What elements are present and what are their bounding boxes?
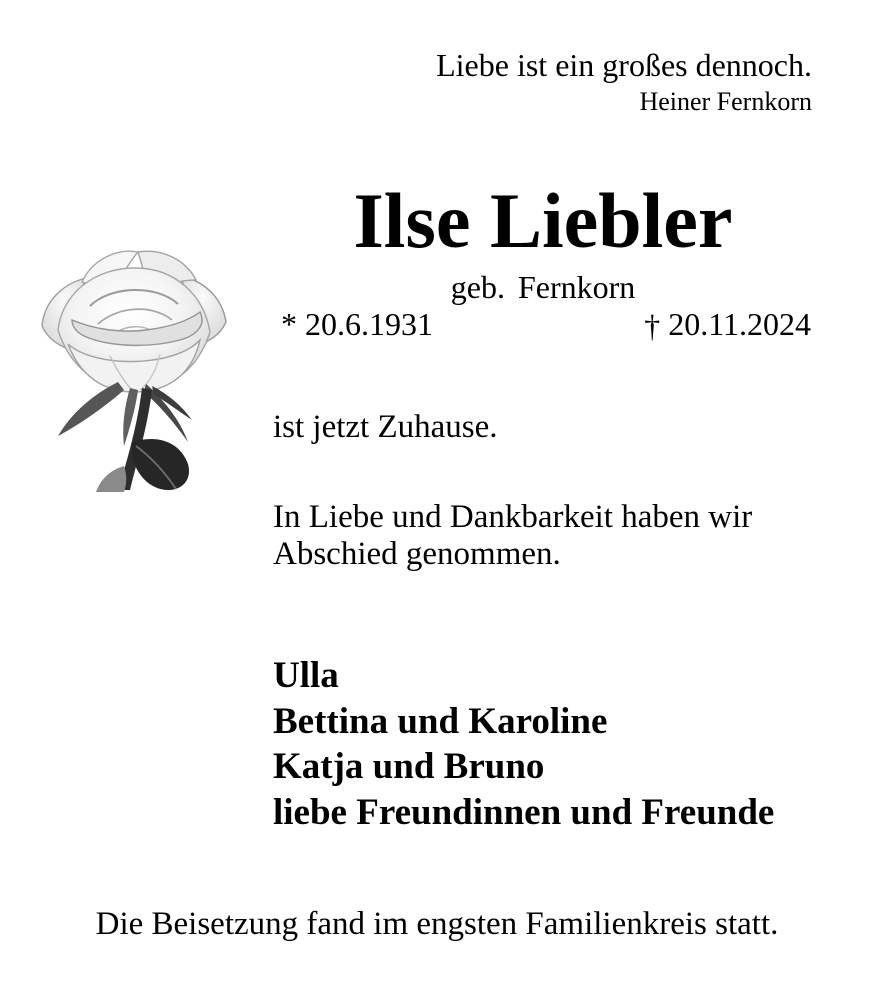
burial-note: Die Beisetzung fand im engsten Familienkreis statt.: [95, 906, 779, 942]
farewell-text: In Liebe und Dankbarkeit haben wir Abschied genommen.: [273, 499, 753, 572]
quote-author: Heiner Fernkorn: [639, 87, 812, 117]
birth-date: [281, 306, 433, 343]
mourner-line: Bettina und Karoline: [273, 700, 608, 742]
maiden-name: geb. Fernkorn: [450, 269, 636, 305]
mourner-line: Ulla: [273, 655, 339, 696]
life-dates: [273, 306, 813, 343]
mourners-list: [273, 653, 813, 835]
quote-text: Liebe ist ein großes dennoch.: [436, 47, 812, 83]
status-line: ist jetzt Zuhause.: [273, 409, 498, 445]
rose-icon: [28, 234, 238, 492]
death-date-text: 20.11.2024: [668, 306, 811, 342]
death-cross-icon: †: [644, 308, 661, 344]
rose-photo: [28, 234, 238, 492]
mourner-line: Katja und Bruno: [273, 746, 545, 787]
birth-date-text: 20.6.1931: [305, 306, 433, 342]
quote-block: [436, 46, 812, 118]
mourner-line: liebe Freundinnen und Freunde: [273, 791, 775, 833]
birth-star-icon: *: [281, 306, 297, 342]
deceased-name: Ilse Liebler: [353, 177, 733, 264]
death-date: [644, 306, 811, 343]
